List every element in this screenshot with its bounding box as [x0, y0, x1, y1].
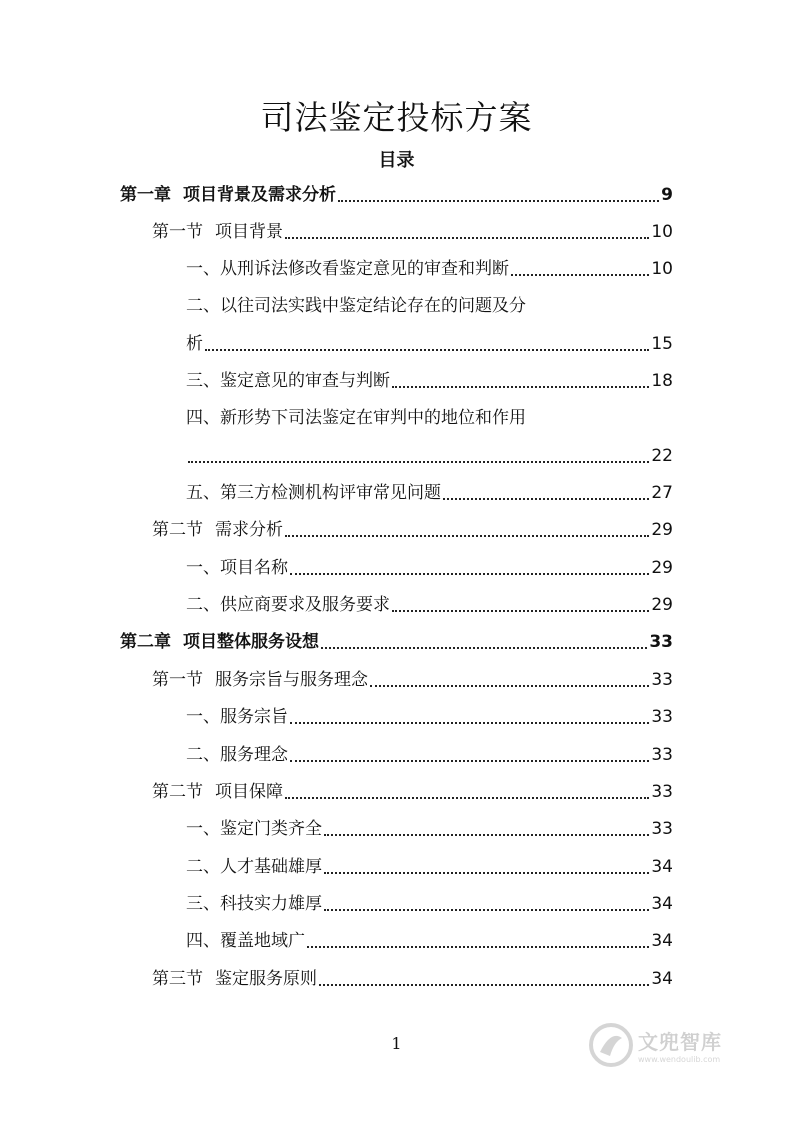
- toc-leader-dots: [324, 909, 649, 911]
- toc-entry-text: [120, 184, 336, 206]
- toc-entry[interactable]: [152, 968, 673, 990]
- toc-entry-text: [152, 669, 368, 691]
- toc-page-number: 29: [651, 520, 673, 540]
- toc-leader-dots: [443, 498, 649, 500]
- toc-page-number: 34: [651, 857, 673, 877]
- toc-entry[interactable]: [152, 519, 673, 541]
- toc-leader-dots: [290, 573, 649, 575]
- toc-entry-label: 第一节: [152, 222, 203, 242]
- toc-entry[interactable]: [186, 893, 673, 915]
- toc-page-number: 15: [651, 334, 673, 354]
- document-title: 司法鉴定投标方案: [260, 98, 533, 137]
- toc-entry-title: 四、覆盖地域广: [186, 931, 305, 951]
- toc-entry-title: 二、服务理念: [186, 745, 288, 765]
- toc-entry-text: [186, 744, 288, 766]
- toc-page-number: 34: [651, 931, 673, 951]
- toc-leader-dots: [392, 386, 649, 388]
- toc-entry-text: [186, 258, 509, 280]
- toc-page-number: 33: [651, 745, 673, 765]
- toc-entry[interactable]: [186, 295, 623, 317]
- toc-entry-text: [152, 781, 283, 803]
- toc-entry-text: [186, 295, 526, 317]
- toc-page-number: 34: [651, 969, 673, 989]
- toc-entry-title: 项目背景及需求分析: [183, 185, 336, 205]
- toc-entry-label: 第三节: [152, 969, 203, 989]
- toc-entry-title: 二、以往司法实践中鉴定结论存在的问题及分: [186, 296, 526, 316]
- toc-entry-title: 一、项目名称: [186, 558, 288, 578]
- toc-page-number: 29: [651, 558, 673, 578]
- toc-page-number: 33: [651, 707, 673, 727]
- toc-entry[interactable]: [120, 631, 673, 653]
- toc-entry[interactable]: [152, 781, 673, 803]
- toc-page-number: 29: [651, 595, 673, 615]
- toc-entry[interactable]: [186, 818, 673, 840]
- toc-entry[interactable]: [186, 445, 673, 467]
- watermark-name: 文兜智库: [638, 1030, 722, 1054]
- toc-entry-text: [186, 818, 322, 840]
- toc-page-number: 33: [651, 782, 673, 802]
- toc-entry-text: [186, 594, 390, 616]
- toc-entry-title: 服务宗旨与服务理念: [215, 670, 368, 690]
- toc-page-number: 18: [651, 371, 673, 391]
- toc-entry[interactable]: [186, 333, 673, 355]
- toc-entry-title: 二、人才基础雄厚: [186, 857, 322, 877]
- toc-entry[interactable]: [186, 856, 673, 878]
- toc-page-number: 27: [651, 483, 673, 503]
- toc-entry-title: 一、服务宗旨: [186, 707, 288, 727]
- toc-entry-text: [186, 370, 390, 392]
- toc-entry[interactable]: [186, 370, 673, 392]
- toc-leader-dots: [511, 274, 649, 276]
- toc-page-number: 10: [651, 259, 673, 279]
- toc-entry-text: [186, 407, 526, 429]
- toc-entry[interactable]: [186, 407, 623, 429]
- toc-page-number: 33: [651, 670, 673, 690]
- page-number: 1: [391, 1034, 402, 1053]
- toc-leader-dots: [324, 834, 649, 836]
- toc-entry-text: [186, 557, 288, 579]
- toc-entry[interactable]: [152, 221, 673, 243]
- toc-entry[interactable]: [186, 594, 673, 616]
- toc-entry-text: [120, 631, 319, 653]
- toc-entry-title: 三、科技实力雄厚: [186, 894, 322, 914]
- toc-leader-dots: [285, 535, 649, 537]
- toc-entry-text: [152, 968, 317, 990]
- toc-entry-text: [152, 221, 283, 243]
- toc-entry[interactable]: [186, 258, 673, 280]
- toc-entry-text: [186, 930, 305, 952]
- toc-entry-text: [186, 333, 203, 355]
- toc-entry-title: 析: [186, 334, 203, 354]
- toc-leader-dots: [290, 722, 649, 724]
- toc-entry-title: 五、第三方检测机构评审常见问题: [186, 483, 441, 503]
- toc-entry[interactable]: [152, 669, 673, 691]
- toc-entry-text: [152, 519, 283, 541]
- toc-entry-text: [186, 706, 288, 728]
- toc-entry-title: 项目保障: [215, 782, 283, 802]
- toc-entry-text: [186, 482, 441, 504]
- toc-page-number: 22: [651, 446, 673, 466]
- toc-entry-title: 一、鉴定门类齐全: [186, 819, 322, 839]
- watermark: [588, 1020, 748, 1070]
- toc-page-number: 10: [651, 222, 673, 242]
- toc-leader-dots: [321, 647, 647, 649]
- toc-leader-dots: [285, 797, 649, 799]
- toc-entry-title: 鉴定服务原则: [215, 969, 317, 989]
- toc-entry-text: [186, 856, 322, 878]
- toc-entry[interactable]: [186, 482, 673, 504]
- toc-entry-title: 二、供应商要求及服务要求: [186, 595, 390, 615]
- wendou-logo-icon: [588, 1022, 634, 1068]
- toc-heading: 目录: [378, 150, 415, 171]
- toc-leader-dots: [290, 760, 649, 762]
- toc-leader-dots: [319, 984, 649, 986]
- toc-entry-text: [186, 893, 322, 915]
- toc-leader-dots: [285, 237, 649, 239]
- toc-entry-title: 一、从刑诉法修改看鉴定意见的审查和判断: [186, 259, 509, 279]
- toc-entry[interactable]: [120, 184, 673, 206]
- toc-entry-label: 第二节: [152, 782, 203, 802]
- toc-entry-title: 需求分析: [215, 520, 283, 540]
- toc-leader-dots: [370, 685, 649, 687]
- toc-entry[interactable]: [186, 930, 673, 952]
- toc-entry-title: 项目整体服务设想: [183, 632, 319, 652]
- toc-entry-title: 项目背景: [215, 222, 283, 242]
- toc-leader-dots: [392, 610, 649, 612]
- toc-entry-label: 第二节: [152, 520, 203, 540]
- toc-entry-title: 三、鉴定意见的审查与判断: [186, 371, 390, 391]
- toc-entry[interactable]: [186, 744, 673, 766]
- toc-leader-dots: [188, 461, 649, 463]
- toc-leader-dots: [307, 946, 649, 948]
- watermark-url: www.wendoulib.com: [638, 1055, 721, 1064]
- toc-entry-label: 第一节: [152, 670, 203, 690]
- toc-page-number: 33: [651, 819, 673, 839]
- toc-leader-dots: [205, 349, 649, 351]
- toc-entry[interactable]: [186, 557, 673, 579]
- toc-entry-label: 第二章: [120, 632, 171, 652]
- toc-page-number: 34: [651, 894, 673, 914]
- toc-entry-label: 第一章: [120, 185, 171, 205]
- toc-leader-dots: [338, 200, 659, 202]
- toc-entry-title: 四、新形势下司法鉴定在审判中的地位和作用: [186, 408, 526, 428]
- toc-leader-dots: [324, 872, 649, 874]
- toc-entry[interactable]: [186, 706, 673, 728]
- toc-page-number: 9: [661, 185, 673, 205]
- toc-page-number: 33: [649, 632, 673, 652]
